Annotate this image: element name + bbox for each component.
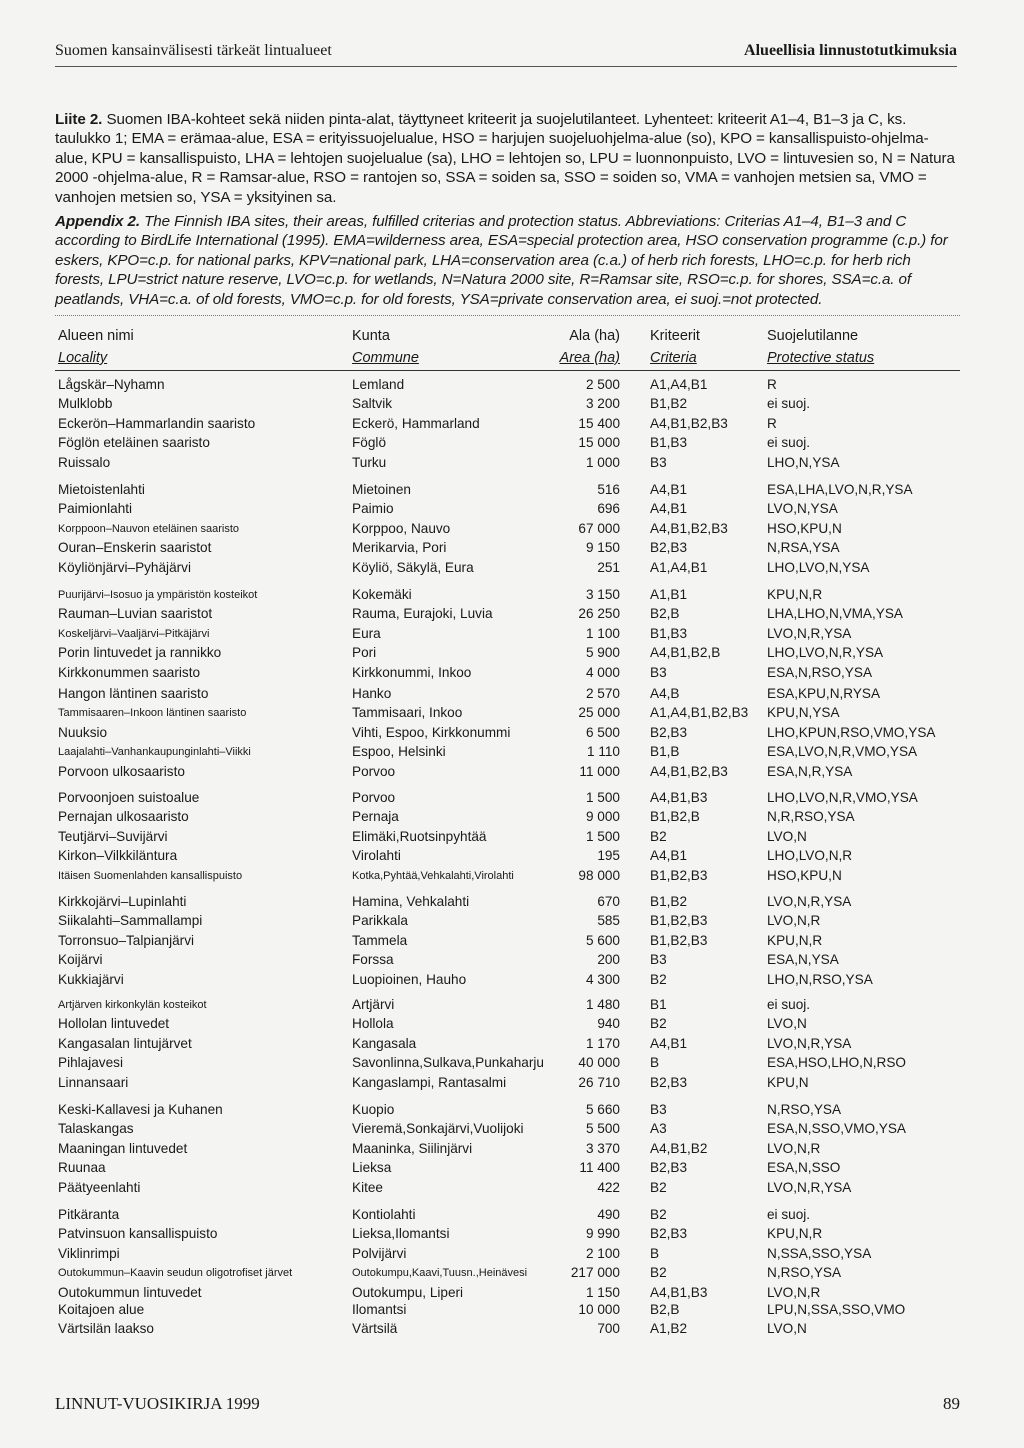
cell-commune: Lieksa,Ilomantsi xyxy=(352,1226,450,1242)
cell-area: 200 xyxy=(597,952,620,968)
cell-criteria: B1,B xyxy=(650,744,680,760)
cell-criteria: A1,A4,B1,B2,B3 xyxy=(650,705,749,721)
cell-commune: Rauma, Eurajoki, Luvia xyxy=(352,606,493,622)
cell-criteria: A4,B1,B2 xyxy=(650,1140,708,1156)
cell-criteria: A1,B2 xyxy=(650,1321,688,1337)
cell-locality: Korppoon–Nauvon eteläinen saaristo xyxy=(58,522,240,535)
cell-locality: Kirkkonummen saaristo xyxy=(58,664,201,680)
cell-area: 67 000 xyxy=(578,520,620,536)
cell-status: LHO,N,YSA xyxy=(767,454,840,470)
cell-commune: Kokemäki xyxy=(352,587,412,602)
cell-locality: Maaningan lintuvedet xyxy=(58,1140,188,1156)
cell-area: 422 xyxy=(597,1179,620,1195)
cell-locality: Laajalahti–Vanhankaupunginlahti–Viikki xyxy=(58,746,251,759)
cell-locality: Ruissalo xyxy=(58,454,111,470)
cell-status: ESA,N,R,YSA xyxy=(767,763,853,779)
cell-criteria: A1,B1 xyxy=(650,587,688,602)
cell-criteria: A4,B1,B2,B3 xyxy=(650,520,728,536)
cell-criteria: B3 xyxy=(650,454,667,470)
cell-locality: Porvoon ulkosaaristo xyxy=(58,763,185,779)
cell-area: 1 500 xyxy=(585,790,620,805)
cell-criteria: B3 xyxy=(650,1102,667,1117)
cell-area: 3 370 xyxy=(585,1140,620,1156)
cell-commune: Artjärvi xyxy=(352,997,395,1012)
cell-area: 15 000 xyxy=(578,435,620,451)
cell-area: 670 xyxy=(597,894,620,909)
col-head-status-fi: Suojelutilanne xyxy=(767,328,859,344)
cell-status: LHO,N,RSO,YSA xyxy=(767,971,873,987)
cell-criteria: B1,B3 xyxy=(650,625,688,641)
cell-locality: Pihlajavesi xyxy=(58,1055,123,1071)
cell-status: N,RSO,YSA xyxy=(767,1102,842,1117)
cell-area: 6 500 xyxy=(585,724,620,740)
cell-area: 5 600 xyxy=(585,932,620,948)
cell-status: LVO,N xyxy=(767,1321,807,1337)
cell-locality: Viklinrimpi xyxy=(58,1245,120,1261)
cell-commune: Savonlinna,Sulkava,Punkaharju xyxy=(352,1055,544,1071)
cell-commune: Kangaslampi, Rantasalmi xyxy=(352,1074,507,1090)
cell-criteria: B2 xyxy=(650,828,667,844)
cell-status: LHO,LVO,N,YSA xyxy=(767,559,870,575)
cell-locality: Outokummun lintuvedet xyxy=(58,1284,202,1300)
cell-locality: Ouran–Enskerin saaristot xyxy=(58,540,212,556)
col-head-status-en: Protective status xyxy=(767,350,875,366)
cell-area: 11 000 xyxy=(579,763,620,779)
footer-journal: LINNUT-VUOSIKIRJA 1999 xyxy=(55,1394,260,1413)
cell-commune: Outokumpu,Kaavi,Tuusn.,Heinävesi xyxy=(352,1267,528,1280)
cell-area: 4 000 xyxy=(585,664,620,680)
cell-commune: Värtsilä xyxy=(352,1321,398,1337)
caption-english-label: Appendix 2. xyxy=(55,213,140,231)
cell-locality: Kukkiajärvi xyxy=(58,971,124,987)
cell-criteria: B2,B3 xyxy=(650,1074,688,1090)
col-head-criteria-en: Criteria xyxy=(650,350,697,366)
cell-commune: Kirkkonummi, Inkoo xyxy=(352,664,472,680)
cell-area: 940 xyxy=(597,1016,620,1032)
cell-status: LVO,N,R,YSA xyxy=(767,1035,852,1051)
cell-commune: Forssa xyxy=(352,952,394,968)
cell-status: N,R,RSO,YSA xyxy=(767,809,855,825)
cell-status: ESA,N,SSO xyxy=(767,1160,841,1176)
cell-criteria: B1,B3 xyxy=(650,435,688,451)
cell-commune: Ilomantsi xyxy=(352,1302,407,1317)
cell-criteria: B2 xyxy=(650,1207,667,1222)
cell-commune: Eura xyxy=(352,625,381,641)
cell-status: LVO,N,R xyxy=(767,913,821,929)
cell-status: LVO,N,R xyxy=(767,1284,821,1300)
cell-status: KPU,N xyxy=(767,1074,809,1090)
cell-locality: Porin lintuvedet ja rannikko xyxy=(58,645,222,661)
cell-commune: Hollola xyxy=(352,1016,394,1032)
cell-criteria: B1,B2,B xyxy=(650,809,700,825)
cell-commune: Maaninka, Siilinjärvi xyxy=(352,1140,473,1156)
cell-commune: Pernaja xyxy=(352,809,399,825)
cell-locality: Pitkäranta xyxy=(58,1207,120,1222)
cell-status: KPU,N,YSA xyxy=(767,705,840,721)
cell-locality: Hollolan lintuvedet xyxy=(58,1016,170,1032)
cell-commune: Turku xyxy=(352,454,387,470)
cell-commune: Hamina, Vehkalahti xyxy=(352,894,470,909)
col-head-commune-en: Commune xyxy=(352,350,419,366)
cell-status: ei suoj. xyxy=(767,396,811,412)
cell-commune: Outokumpu, Liperi xyxy=(352,1284,464,1300)
cell-locality: Outokummun–Kaavin seudun oligotrofiset järvet xyxy=(58,1267,293,1280)
cell-commune: Polvijärvi xyxy=(352,1245,407,1261)
cell-status: KPU,N,R xyxy=(767,587,823,602)
cell-status: KPU,N,R xyxy=(767,1226,823,1242)
cell-area: 11 400 xyxy=(579,1160,620,1176)
cell-locality: Kirkon–Vilkkiläntura xyxy=(58,848,178,864)
cell-status: R xyxy=(767,415,777,431)
cell-commune: Merikarvia, Pori xyxy=(352,540,447,556)
cell-criteria: B2 xyxy=(650,1265,667,1281)
cell-criteria: A3 xyxy=(650,1121,667,1137)
cell-locality: Linnansaari xyxy=(58,1074,129,1090)
cell-area: 1 000 xyxy=(585,454,620,470)
cell-criteria: B3 xyxy=(650,664,667,680)
cell-area: 98 000 xyxy=(578,867,620,883)
cell-commune: Parikkala xyxy=(352,913,408,929)
cell-area: 1 110 xyxy=(586,744,620,760)
cell-locality: Rauman–Luvian saaristot xyxy=(58,606,213,622)
cell-status: ei suoj. xyxy=(767,1207,811,1222)
cell-area: 2 100 xyxy=(585,1245,620,1261)
cell-locality: Kangasalan lintujärvet xyxy=(58,1035,192,1051)
cell-status: N,SSA,SSO,YSA xyxy=(767,1245,872,1261)
cell-criteria: B1,B2,B3 xyxy=(650,932,708,948)
cell-locality: Hangon läntinen saaristo xyxy=(58,686,209,701)
cell-criteria: B2 xyxy=(650,1179,667,1195)
cell-locality: Päätyeenlahti xyxy=(58,1179,141,1195)
cell-criteria: B1 xyxy=(650,997,667,1012)
cell-area: 9 150 xyxy=(585,540,620,556)
cell-commune: Kontiolahti xyxy=(352,1207,416,1222)
cell-criteria: B2,B3 xyxy=(650,1226,688,1242)
cell-criteria: B2,B xyxy=(650,1302,680,1317)
cell-commune: Hanko xyxy=(352,686,392,701)
cell-status: LVO,N,YSA xyxy=(767,501,838,517)
cell-status: ESA,LHA,LVO,N,R,YSA xyxy=(767,482,913,497)
col-head-commune-fi: Kunta xyxy=(352,328,390,344)
col-head-criteria-fi: Kriteerit xyxy=(650,328,700,344)
cell-status: ei suoj. xyxy=(767,997,811,1012)
cell-status: ESA,HSO,LHO,N,RSO xyxy=(767,1055,906,1071)
cell-area: 3 200 xyxy=(585,396,620,412)
cell-commune: Saltvik xyxy=(352,396,393,412)
cell-criteria: B2 xyxy=(650,971,667,987)
cell-commune: Lemland xyxy=(352,377,405,392)
cell-commune: Vihti, Espoo, Kirkkonummi xyxy=(352,724,511,740)
cell-criteria: A4,B1,B2,B3 xyxy=(650,415,728,431)
cell-locality: Lågskär–Nyhamn xyxy=(58,377,165,392)
cell-area: 4 300 xyxy=(585,971,620,987)
cell-area: 585 xyxy=(597,913,620,929)
cell-status: ESA,N,RSO,YSA xyxy=(767,664,873,680)
cell-area: 1 500 xyxy=(585,828,620,844)
cell-criteria: B1,B2 xyxy=(650,894,688,909)
cell-commune: Virolahti xyxy=(352,848,401,864)
cell-area: 251 xyxy=(597,559,620,575)
cell-area: 1 150 xyxy=(585,1284,620,1300)
cell-locality: Tammisaaren–Inkoon läntinen saaristo xyxy=(58,707,247,720)
cell-locality: Föglön eteläinen saaristo xyxy=(58,435,210,451)
cell-locality: Puurijärvi–Isosuo ja ympäristön kosteikot xyxy=(58,589,258,601)
cell-commune: Kotka,Pyhtää,Vehkalahti,Virolahti xyxy=(352,869,514,882)
cell-locality: Teutjärvi–Suvijärvi xyxy=(58,828,168,844)
cell-criteria: B1,B2 xyxy=(650,396,688,412)
cell-criteria: B2 xyxy=(650,1016,667,1032)
cell-criteria: B xyxy=(650,1055,660,1071)
cell-criteria: A1,A4,B1 xyxy=(650,377,708,392)
cell-area: 2 570 xyxy=(585,686,620,701)
cell-criteria: A4,B1,B3 xyxy=(650,790,708,805)
cell-status: LPU,N,SSA,SSO,VMO xyxy=(767,1302,906,1317)
cell-area: 696 xyxy=(597,501,620,517)
cell-status: ESA,N,YSA xyxy=(767,952,839,968)
cell-criteria: B2,B3 xyxy=(650,1160,688,1176)
cell-criteria: A4,B1,B3 xyxy=(650,1284,708,1300)
cell-locality: Köyliönjärvi–Pyhäjärvi xyxy=(58,559,191,575)
cell-locality: Ruunaa xyxy=(58,1160,106,1176)
cell-status: LVO,N xyxy=(767,1016,807,1032)
cell-criteria: A4,B1,B2,B3 xyxy=(650,763,728,779)
cell-criteria: A4,B1 xyxy=(650,501,688,517)
cell-status: LHO,LVO,N,R,VMO,YSA xyxy=(767,790,918,805)
cell-locality: Koskeljärvi–Vaaljärvi–Pitkäjärvi xyxy=(58,627,210,640)
cell-status: ESA,LVO,N,R,VMO,YSA xyxy=(767,744,918,760)
cell-status: N,RSO,YSA xyxy=(767,1265,842,1281)
cell-status: LVO,N,R,YSA xyxy=(767,625,852,641)
cell-status: LHA,LHO,N,VMA,YSA xyxy=(767,606,903,622)
cell-commune: Espoo, Helsinki xyxy=(352,744,446,760)
cell-status: ESA,KPU,N,RYSA xyxy=(767,686,881,701)
cell-criteria: A4,B1 xyxy=(650,1035,688,1051)
cell-status: LHO,LVO,N,R xyxy=(767,848,853,864)
cell-status: HSO,KPU,N xyxy=(767,520,842,536)
col-head-area-en: Area (ha) xyxy=(559,350,620,366)
col-head-locality-fi: Alueen nimi xyxy=(58,328,134,344)
cell-area: 2 500 xyxy=(585,377,620,392)
cell-criteria: A4,B xyxy=(650,686,680,701)
footer-page-number: 89 xyxy=(943,1394,960,1413)
cell-area: 516 xyxy=(597,482,620,497)
cell-status: ei suoj. xyxy=(767,435,811,451)
cell-area: 5 900 xyxy=(585,645,620,661)
cell-locality: Koitajoen alue xyxy=(58,1302,145,1317)
cell-commune: Pori xyxy=(352,645,377,661)
cell-status: LVO,N,R,YSA xyxy=(767,1179,852,1195)
cell-criteria: A1,A4,B1 xyxy=(650,559,708,575)
cell-area: 217 000 xyxy=(570,1265,620,1281)
cell-commune: Lieksa xyxy=(352,1160,392,1176)
cell-commune: Elimäki,Ruotsinpyhtää xyxy=(352,828,487,844)
cell-status: HSO,KPU,N xyxy=(767,867,842,883)
cell-commune: Kangasala xyxy=(352,1035,417,1051)
cell-commune: Köyliö, Säkylä, Eura xyxy=(352,559,474,575)
cell-criteria: A4,B1 xyxy=(650,482,688,497)
cell-status: ESA,N,SSO,VMO,YSA xyxy=(767,1121,906,1137)
cell-status: N,RSA,YSA xyxy=(767,540,840,556)
col-head-locality-en: Locality xyxy=(58,350,108,366)
cell-commune: Korppoo, Nauvo xyxy=(352,520,451,536)
cell-status: LHO,LVO,N,R,YSA xyxy=(767,645,884,661)
cell-status: LVO,N,R xyxy=(767,1140,821,1156)
cell-commune: Porvoo xyxy=(352,790,396,805)
cell-status: LVO,N xyxy=(767,828,807,844)
cell-area: 1 100 xyxy=(585,625,620,641)
cell-locality: Patvinsuon kansallispuisto xyxy=(58,1226,218,1242)
cell-commune: Kitee xyxy=(352,1179,383,1195)
cell-locality: Keski-Kallavesi ja Kuhanen xyxy=(58,1102,223,1117)
cell-status: R xyxy=(767,377,777,392)
cell-criteria: B2,B3 xyxy=(650,540,688,556)
cell-area: 9 000 xyxy=(585,809,620,825)
caption-finnish-label: Liite 2. xyxy=(55,111,103,128)
cell-status: LVO,N,R,YSA xyxy=(767,894,852,909)
caption-english-text: The Finnish IBA sites, their areas, fulfilled criterias and protection status. Abbreviations: Criterias A1–4, B1–3 and C according to BirdLife International (1995). EMA=wilderness area, ESA=special protection area, HSO conservation programme (c.p.) for eskers, KPO=c.p. for national parks, KPV=national park, LHA=conservation area (c.a.) of herb rich forests, LHO=c.p. for herb rich forests, LPU=strict nature reserve, LVO=c.p. for wetlands, N=Natura 2000 site, R=Ramsar site, RSO=c.p. for shores, SSA=c.a. of peatlands, VHA=c.a. of old forests, VMO=c.p. for old forests, YSA=private conservation area, ei suoj.=not protected. xyxy=(55,213,948,308)
cell-commune: Mietoinen xyxy=(352,482,411,497)
col-head-area-fi: Ala (ha) xyxy=(569,328,620,344)
cell-status: KPU,N,R xyxy=(767,932,823,948)
cell-criteria: B1,B2,B3 xyxy=(650,913,708,929)
cell-criteria: A4,B1,B2,B xyxy=(650,645,721,661)
cell-locality: Mietoistenlahti xyxy=(58,482,145,497)
cell-commune: Porvoo xyxy=(352,763,396,779)
cell-area: 26 710 xyxy=(578,1074,620,1090)
cell-area: 195 xyxy=(597,848,620,864)
cell-area: 25 000 xyxy=(578,705,620,721)
cell-locality: Talaskangas xyxy=(58,1121,134,1137)
cell-area: 5 500 xyxy=(585,1121,620,1137)
cell-locality: Artjärven kirkonkylän kosteikot xyxy=(58,999,207,1011)
cell-area: 1 170 xyxy=(585,1035,620,1051)
cell-locality: Paimionlahti xyxy=(58,501,133,517)
cell-locality: Itäisen Suomenlahden kansallispuisto xyxy=(58,869,243,882)
cell-commune: Tammela xyxy=(352,932,408,948)
running-head-left: Suomen kansainvälisesti tärkeät lintualueet xyxy=(55,42,332,59)
cell-area: 5 660 xyxy=(585,1102,620,1117)
cell-area: 15 400 xyxy=(578,415,620,431)
cell-criteria: B3 xyxy=(650,952,667,968)
cell-commune: Föglö xyxy=(352,435,387,451)
cell-commune: Vieremä,Sonkajärvi,Vuolijoki xyxy=(352,1121,524,1137)
cell-locality: Siikalahti–Sammallampi xyxy=(58,913,203,929)
cell-locality: Mulklobb xyxy=(58,396,113,412)
cell-status: LHO,KPUN,RSO,VMO,YSA xyxy=(767,724,936,740)
cell-commune: Luopioinen, Hauho xyxy=(352,971,467,987)
running-head-right: Alueellisia linnustotutkimuksia xyxy=(744,42,957,59)
cell-locality: Torronsuo–Talpianjärvi xyxy=(58,932,195,948)
cell-area: 9 990 xyxy=(585,1226,620,1242)
cell-commune: Paimio xyxy=(352,501,394,517)
cell-area: 3 150 xyxy=(585,587,620,602)
cell-area: 10 000 xyxy=(578,1302,620,1317)
caption-finnish-text: Suomen IBA-kohteet sekä niiden pinta-alat, täyttyneet kriteerit ja suojelutilanteet. Lyhenteet: kriteerit A1–4, B1–3 ja C, ks. taulukko 1; EMA = erämaa-alue, ESA = erityissuojelualue, HSO = harjujen suojeluohjelma-alue (so), KPO = kansallispuisto-ohjelma-alue, KPU = kansallispuisto, LHA = lehtojen suojelualue (sa), LHO = lehtojen so, LPU = luonnonpuisto, LVO = lintuvesien so, N = Natura 2000 -ohjelma-alue, R = Ramsar-alue, RSO = rantojen so, SSA = soiden sa, SSO = soiden so, VMA = vanhojen metsien sa, VMO = vanhojen metsien so, YSA = yksityinen sa. xyxy=(55,111,955,206)
cell-area: 1 480 xyxy=(585,997,620,1012)
cell-locality: Värtsilän laakso xyxy=(58,1321,154,1337)
cell-area: 490 xyxy=(597,1207,620,1222)
cell-criteria: B2,B xyxy=(650,606,680,622)
cell-criteria: B2,B3 xyxy=(650,724,688,740)
cell-commune: Kuopio xyxy=(352,1102,395,1117)
cell-locality: Pernajan ulkosaaristo xyxy=(58,809,189,825)
cell-commune: Tammisaari, Inkoo xyxy=(352,705,463,721)
cell-area: 26 250 xyxy=(578,606,620,622)
cell-area: 700 xyxy=(597,1321,620,1337)
cell-locality: Porvoonjoen suistoalue xyxy=(58,790,200,805)
cell-locality: Koijärvi xyxy=(58,952,103,968)
cell-locality: Kirkkojärvi–Lupinlahti xyxy=(58,894,187,909)
cell-locality: Eckerön–Hammarlandin saaristo xyxy=(58,415,256,431)
cell-area: 40 000 xyxy=(578,1055,620,1071)
cell-criteria: A4,B1 xyxy=(650,848,688,864)
cell-criteria: B1,B2,B3 xyxy=(650,867,708,883)
cell-criteria: B xyxy=(650,1245,660,1261)
cell-locality: Nuuksio xyxy=(58,724,108,740)
cell-commune: Eckerö, Hammarland xyxy=(352,415,480,431)
